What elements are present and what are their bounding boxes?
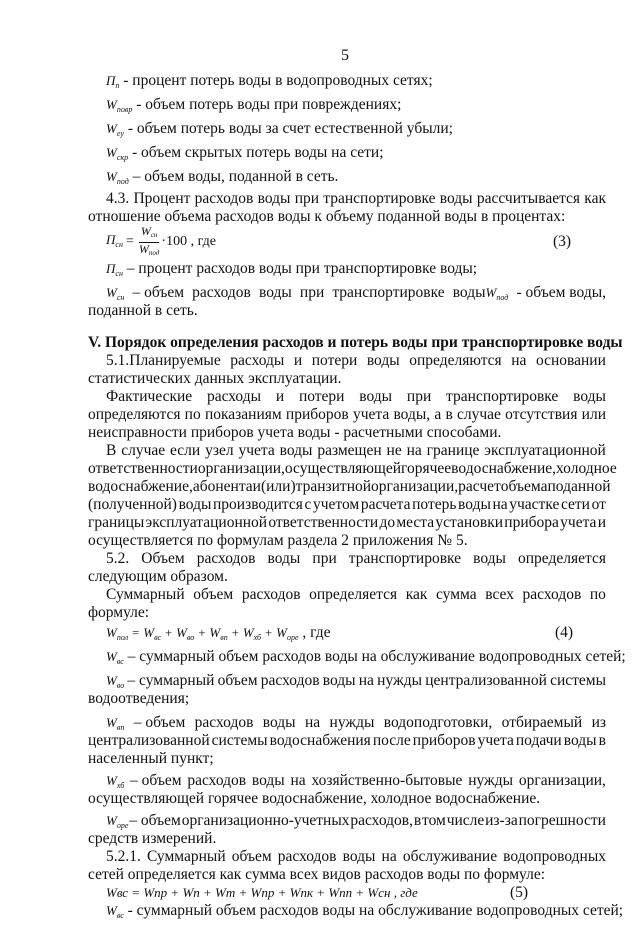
para-case-line1: В случае если узел учета воды размещен не на границе эксплуатационной <box>106 442 606 459</box>
symbol-w-skr: $W_{скр}$ <box>106 145 129 162</box>
def-transport-volume-line2: поданной в сеть. <box>88 302 198 319</box>
def-accounting-line2: средств измерений. <box>88 830 217 847</box>
def-losses-percent: $П_п$ - процент потерь воды в водопроводных сетях; <box>106 72 433 90</box>
symbol-w-pod: $W_{под}$ <box>106 169 129 186</box>
def-transport-volume-line1: $W_{сн}$ – объем расходов воды при транспортировке водыW$_{под}$ - объем воды, <box>106 284 606 307</box>
def-network-service: $W_{вс}$ – суммарный объем расходов воды на обслуживание водопроводных сетей; <box>106 648 626 666</box>
symbol-w-eu: $W_{еу}$ <box>106 121 124 138</box>
symbol-p-p: $П_п$ <box>106 73 120 90</box>
para-case-line3: водоснабжение, абонента и (или) транзитной организации, расчет объема поданной <box>88 478 611 495</box>
para-5-1-line2: статистических данных эксплуатации. <box>88 370 342 387</box>
para-4-3-line2: отношение объема расходов воды к объему поданной воды в процентах: <box>88 208 566 225</box>
def-damage-losses: $W_{повр}$ - объем потерь воды при повреждениях; <box>106 96 402 114</box>
para-case-line6: осуществляется по формулам раздела 2 приложения № 5. <box>88 532 468 549</box>
def-hidden-losses: $W_{скр}$ - объем скрытых потерь воды на сети; <box>106 144 384 162</box>
def-drainage-line2: водоотведения; <box>88 690 190 707</box>
def-supplied-volume: $W_{под}$ – объем воды, поданной в сеть. <box>106 168 339 186</box>
para-5-2-1-line1: 5.2.1. Суммарный объем расходов воды на обслуживание водопроводных <box>106 848 606 865</box>
para-5-2-line2: следующим образом. <box>88 568 228 585</box>
def-household-line2: осуществляющей горячее водоснабжение, холодное водоснабжение. <box>88 790 541 807</box>
para-case-line2: ответственности организации, осуществляющей горячее водоснабжение, холодное <box>88 460 617 477</box>
formula-4-number: (4) <box>555 624 574 641</box>
def-natural-losses: $W_{еу}$ - объем потерь воды за счет естественной убыли; <box>106 120 453 138</box>
para-sum-line1: Суммарный объем расходов определяется как сумма всех расходов по <box>106 586 606 603</box>
para-actual-line1: Фактические расходы и потери воды при транспортировке воды <box>106 388 606 405</box>
symbol-w-sn: $W_{сн}$ <box>106 285 125 302</box>
def-treatment-line3: населенный пункт; <box>88 750 214 767</box>
formula-5-number: (5) <box>510 884 529 901</box>
section-heading: V. Порядок определения расходов и потерь воды при транспортировке воды <box>88 334 623 351</box>
def-treatment-line2: централизованной системы водоснабжения после приборов учета подачи воды в <box>88 732 606 749</box>
symbol-w-povr: $W_{повр}$ <box>106 97 133 114</box>
formula-5: Wвс = Wпр + Wп + Wт + Wпр + Wпк + Wпп + Wсн , где <box>106 885 418 900</box>
def-accounting-line1: $W_{оре}$ – объем организационно-учетных расходов, в том числе из-за погрешности <box>106 812 606 830</box>
def-treatment-line1: $W_{вп}$ – объем расходов воды на нужды водоподготовки, отбираемый из <box>106 714 606 732</box>
formula-3: $П_{сн}$ = $\frac{W_{сн}}{W_{под}}$ ·100 , где <box>106 226 216 258</box>
page-number: 5 <box>341 47 349 64</box>
para-case-line4: (полученной) воды производится с учетом расчета потерь воды на участке сети от <box>88 496 606 513</box>
symbol-p-sn: $П_{сн}$ <box>106 231 123 249</box>
def-transport-percent: $П_{сн}$ – процент расходов воды при транспортировке воды; <box>106 260 478 278</box>
para-5-1-line1: 5.1.Планируемые расходы и потери воды определяются на основании <box>106 352 606 369</box>
def-network-service-2: $W_{вс}$ - суммарный объем расходов воды на обслуживание водопроводных сетей; <box>106 902 624 920</box>
para-case-line5: границы эксплуатационной ответственности до места установки прибора учета и <box>88 514 606 531</box>
para-actual-line3: неисправности приборов учета воды - расчетными способами. <box>88 424 502 441</box>
para-5-2-line1: 5.2. Объем расходов воды при транспортировке воды определяется <box>106 550 606 567</box>
para-sum-line2: формуле: <box>88 604 150 621</box>
para-actual-line2: определяются по показаниям приборов учета воды, а в случае отсутствия или <box>88 406 606 423</box>
para-5-2-1-line2: сетей определяется как сумма всех видов расходов воды по формуле: <box>88 866 546 883</box>
def-drainage-line1: $W_{во}$ – суммарный объем расходов воды на нужды централизованной системы <box>106 672 606 690</box>
def-household-line1: $W_{хб}$ – объем расходов воды на хозяйственно-бытовые нужды организации, <box>106 772 606 790</box>
formula-4: $W_{пол} = W_{вс} + W_{во} + W_{вп} + W_{хб} + W_{оре}$ , где <box>106 624 331 642</box>
para-4-3-line1: 4.3. Процент расходов воды при транспортировке воды рассчитывается как <box>106 190 606 207</box>
formula-3-number: (3) <box>553 233 572 250</box>
symbol-p-sn-def: $П_{сн}$ <box>106 261 123 278</box>
formula-3-fraction: $\frac{W_{сн}}{W_{под}}$ <box>138 223 160 257</box>
